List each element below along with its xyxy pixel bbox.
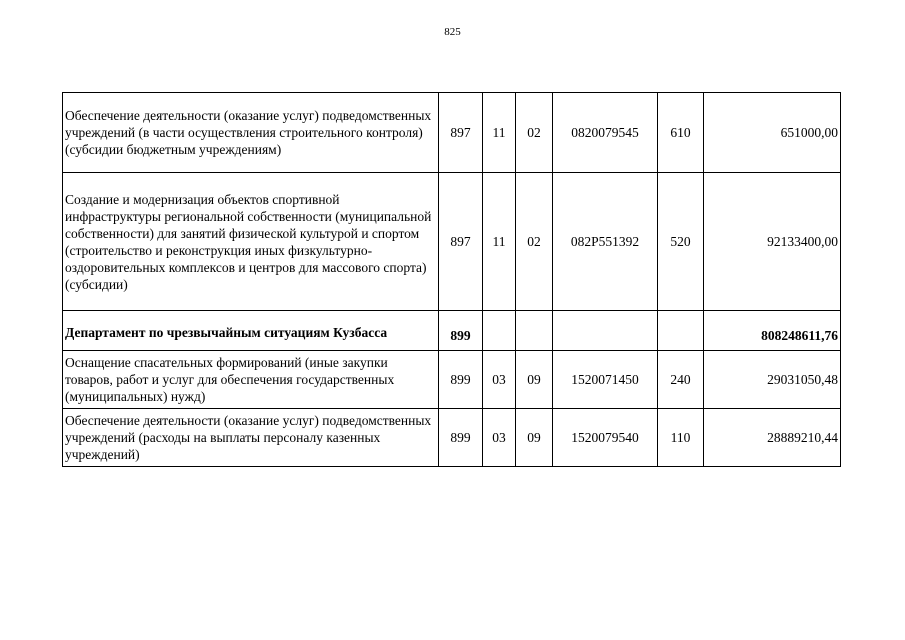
row-ministry-code: 899 [439, 409, 483, 467]
row-section-code: 03 [483, 351, 516, 409]
row-target-article: 1520071450 [553, 351, 658, 409]
table-row [63, 351, 841, 409]
row-subsection-code: 09 [516, 409, 553, 467]
row-target-article: 0820079545 [553, 93, 658, 173]
row-subsection-code: 02 [516, 173, 553, 311]
row-amount: 92133400,00 [704, 173, 841, 311]
budget-table [62, 92, 841, 467]
row-expense-type: 110 [658, 409, 704, 467]
row-name: Обеспечение деятельности (оказание услуг) подведомственных учреждений (в части осуществления строительного контроля) (субсидии бюджетным учреждениям) [63, 93, 439, 173]
row-ministry-code: 899 [439, 351, 483, 409]
row-subsection-code: 02 [516, 93, 553, 173]
row-target-article: 082P551392 [553, 173, 658, 311]
row-name: Департамент по чрезвычайным ситуациям Кузбасса [63, 311, 439, 351]
row-ministry-code: 897 [439, 173, 483, 311]
row-subsection-code: 09 [516, 351, 553, 409]
row-name: Обеспечение деятельности (оказание услуг) подведомственных учреждений (расходы на выплаты персоналу казенных учреждений) [63, 409, 439, 467]
row-name: Оснащение спасательных формирований (иные закупки товаров, работ и услуг для обеспечения государственных (муниципальных) нужд) [63, 351, 439, 409]
table-section-row [63, 311, 841, 351]
row-section-code [483, 311, 516, 351]
row-section-code: 03 [483, 409, 516, 467]
row-target-article [553, 311, 658, 351]
table-row [63, 173, 841, 311]
row-section-code: 11 [483, 93, 516, 173]
row-subsection-code [516, 311, 553, 351]
page-number: 825 [444, 26, 461, 38]
row-target-article: 1520079540 [553, 409, 658, 467]
row-expense-type [658, 311, 704, 351]
row-amount: 29031050,48 [704, 351, 841, 409]
row-amount: 808248611,76 [704, 311, 841, 351]
row-section-code: 11 [483, 173, 516, 311]
table-row [63, 409, 841, 467]
row-expense-type: 520 [658, 173, 704, 311]
row-ministry-code: 899 [439, 311, 483, 351]
row-amount: 28889210,44 [704, 409, 841, 467]
row-name: Создание и модернизация объектов спортивной инфраструктуры региональной собственности (муниципальной собственности) для занятий физической культурой и спортом (строительство и реконструкция иных физкультурно-оздоровительных комплексов и центров для массового спорта) (субсидии) [63, 173, 439, 311]
row-ministry-code: 897 [439, 93, 483, 173]
table-row [63, 93, 841, 173]
row-expense-type: 610 [658, 93, 704, 173]
row-amount: 651000,00 [704, 93, 841, 173]
row-expense-type: 240 [658, 351, 704, 409]
